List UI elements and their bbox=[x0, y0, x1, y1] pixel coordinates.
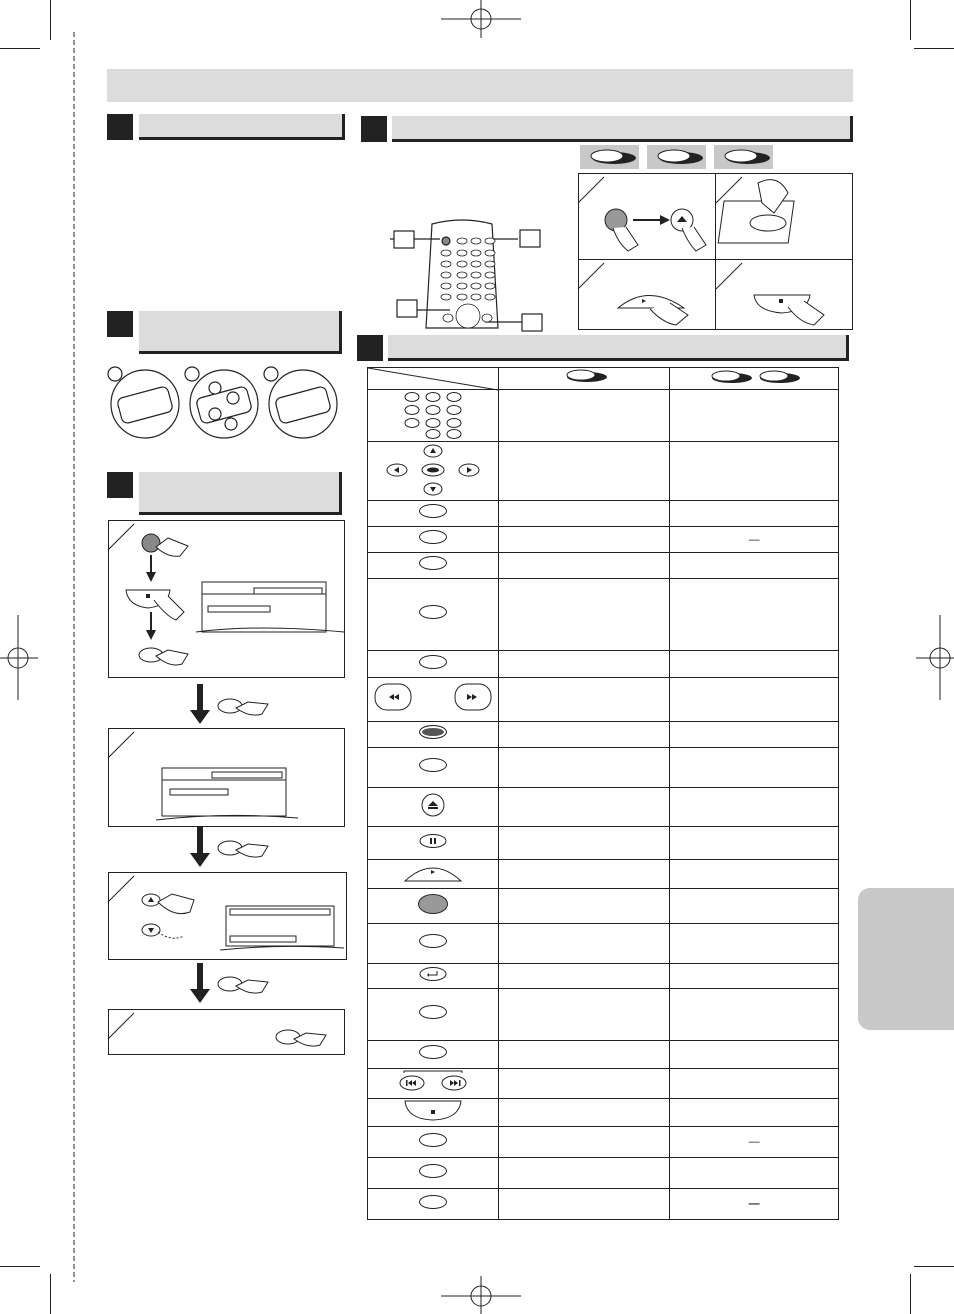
section-marker bbox=[107, 311, 133, 337]
not-available-mark: — bbox=[670, 527, 839, 553]
side-section-tab bbox=[858, 888, 954, 1030]
button-row bbox=[368, 1158, 499, 1189]
playback-steps-illustration bbox=[578, 173, 852, 329]
disc-icon bbox=[580, 145, 780, 169]
table-header-corner bbox=[368, 368, 499, 390]
play-button bbox=[368, 860, 499, 889]
section-header-bar bbox=[139, 472, 342, 515]
not-available-mark: — bbox=[670, 1189, 839, 1220]
open-close-button bbox=[368, 788, 499, 827]
table-header-dvd bbox=[498, 368, 669, 390]
disc-icon bbox=[559, 368, 609, 384]
section-marker bbox=[107, 472, 133, 498]
section-header-bar bbox=[139, 311, 342, 354]
section-header-bar bbox=[388, 335, 849, 361]
number-buttons bbox=[368, 390, 499, 442]
section-marker bbox=[357, 335, 383, 361]
button-row bbox=[368, 651, 499, 678]
cursor-buttons bbox=[368, 442, 499, 501]
stop-button bbox=[368, 1099, 499, 1127]
section-marker bbox=[107, 114, 133, 140]
operations-table bbox=[367, 367, 839, 1220]
power-button bbox=[368, 889, 499, 924]
button-row bbox=[368, 579, 499, 651]
section-header-bar bbox=[139, 114, 345, 140]
button-row bbox=[368, 1189, 499, 1220]
button-row bbox=[368, 924, 499, 964]
search-buttons bbox=[368, 678, 499, 722]
table-header-cd bbox=[670, 368, 839, 390]
not-available-mark: — bbox=[670, 1127, 839, 1158]
button-row bbox=[368, 501, 499, 527]
button-row bbox=[368, 989, 499, 1041]
remote-control-illustration bbox=[390, 218, 550, 333]
button-row bbox=[368, 722, 499, 748]
return-button bbox=[368, 964, 499, 989]
pause-button bbox=[368, 827, 499, 860]
disc-icon bbox=[704, 369, 804, 385]
setup-step-3-illustration bbox=[108, 872, 346, 959]
section-header-bar bbox=[392, 116, 853, 142]
section-marker bbox=[361, 116, 387, 142]
skip-buttons bbox=[368, 1069, 499, 1099]
setup-step-4-illustration bbox=[108, 1009, 344, 1054]
setup-step-1-illustration bbox=[108, 520, 344, 677]
button-row bbox=[368, 748, 499, 788]
setup-step-2-illustration bbox=[108, 728, 344, 826]
page-title-bar bbox=[107, 69, 853, 102]
button-row bbox=[368, 1041, 499, 1069]
button-row bbox=[368, 527, 499, 553]
button-row bbox=[368, 553, 499, 579]
battery-install-illustration bbox=[105, 366, 345, 444]
button-row bbox=[368, 1127, 499, 1158]
